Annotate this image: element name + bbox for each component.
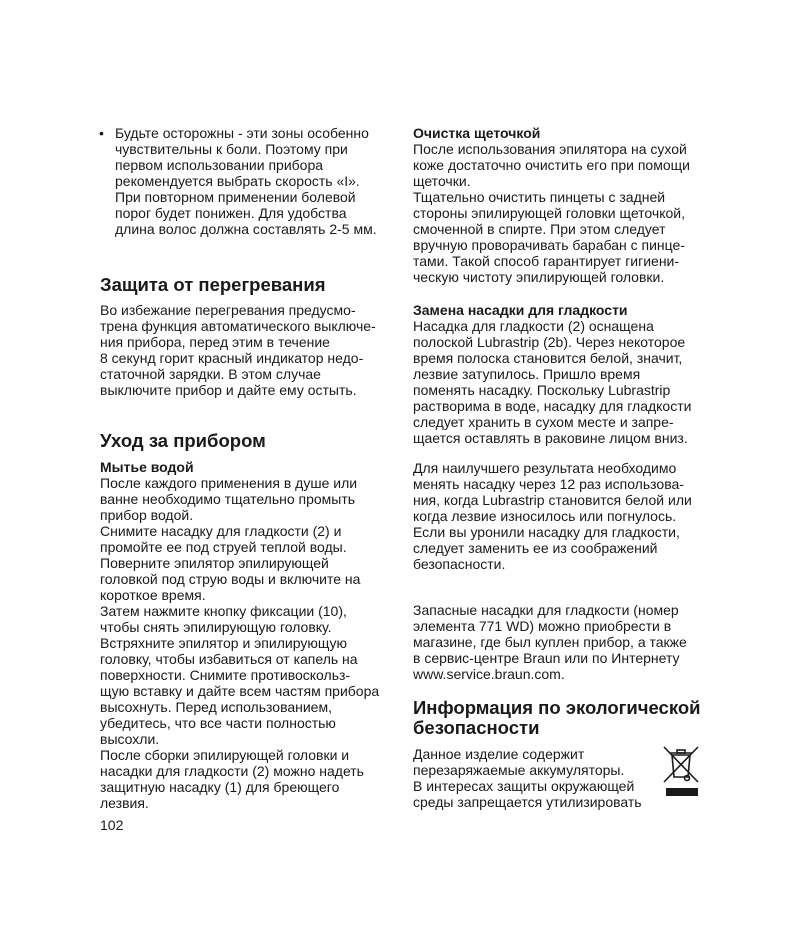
- text-line: элемента 771 WD) можно приобрести в: [413, 618, 672, 634]
- text-line: следует хранить в сухом месте и запре-: [413, 414, 674, 430]
- text-line: лезвия.: [100, 795, 149, 811]
- text-line: растворима в воде, насадку для гладкости: [413, 398, 692, 414]
- text-line: Поверните эпилятор эпилирующей: [100, 555, 329, 571]
- text-line: головкой под струю воды и включите на: [100, 571, 361, 587]
- text-line: Встряхните эпилятор и эпилирующую: [100, 635, 348, 651]
- overheat-heading: Защита от перегревания: [100, 274, 326, 295]
- text-line: длина волос должна составлять 2-5 мм.: [115, 221, 377, 237]
- text-line: статочной зарядки. В этом случае: [100, 366, 321, 382]
- text-line: трена функция автоматического выключе-: [100, 318, 376, 334]
- text-line: следует заменить ее из соображений: [413, 540, 658, 556]
- text-line: www.service.braun.com.: [413, 666, 565, 682]
- wash-subheading: Мытье водой: [100, 459, 194, 475]
- replace-subheading: Замена насадки для гладкости: [413, 302, 628, 318]
- eco-paragraph: [413, 746, 642, 810]
- text-line: безопасности.: [413, 556, 506, 572]
- page-number: 102: [100, 817, 124, 833]
- text-line: Тщательно очистить пинцеты с задней: [413, 189, 666, 205]
- text-line: Во избежание перегревания предусмо-: [100, 302, 356, 318]
- text-line: безопасности: [413, 716, 540, 738]
- spare-parts-paragraph: [413, 602, 687, 682]
- text-line: После использования эпилятора на сухой: [413, 141, 687, 157]
- text-line: менять насадку через 12 раз использова-: [413, 476, 684, 492]
- text-line: магазине, где был куплен прибор, а также: [413, 634, 687, 650]
- text-line: щеточки.: [413, 173, 471, 189]
- text-line: щается оставлять в раковине лицом вниз.: [413, 430, 688, 446]
- text-line: тами. Такой способ гарантирует гигиени-: [413, 253, 680, 269]
- wash-paragraph: [100, 475, 379, 811]
- text-line: выключите прибор и дайте ему остыть.: [100, 382, 357, 398]
- text-line: среды запрещается утилизировать: [413, 794, 642, 810]
- crossed-out-wheelie-bin-icon: [662, 744, 702, 800]
- text-line: промойте ее под струей теплой воды.: [100, 539, 347, 555]
- text-line: полоской Lubrastrip (2b). Через некоторое: [413, 334, 686, 350]
- text-line: когда лезвие износилось или погнулось.: [413, 508, 677, 524]
- text-line: короткое время.: [100, 587, 206, 603]
- text-line: вручную проворачивать барабан с пинце-: [413, 237, 685, 253]
- care-heading: Уход за прибором: [100, 430, 266, 451]
- best-result-paragraph: [413, 460, 692, 572]
- text-line: ния прибора, перед этим в течение: [100, 334, 330, 350]
- text-line: Информация по экологической: [413, 697, 701, 718]
- text-line: Данное изделие содержит: [413, 746, 585, 762]
- replace-paragraph: [413, 318, 691, 446]
- text-line: коже достаточно очистить его при помощи: [413, 157, 690, 173]
- text-line: смоченной в спирте. При этом следует: [413, 221, 666, 237]
- text-line: лезвие затупилось. Пришло время: [413, 366, 641, 382]
- text-line: чтобы снять эпилирующую головку.: [100, 619, 332, 635]
- text-line: В интересах защиты окружающей: [413, 778, 635, 794]
- text-line: При повторном применении болевой: [115, 189, 356, 205]
- text-line: убедитесь, что все части полностью: [100, 715, 336, 731]
- brush-subheading: Очистка щеточкой: [413, 125, 541, 141]
- text-line: защитную насадку (1) для бреющего: [100, 779, 340, 795]
- text-line: время полоска становится белой, значит,: [413, 350, 683, 366]
- text-line: насадки для гладкости (2) можно надеть: [100, 763, 364, 779]
- text-line: Если вы уронили насадку для гладкости,: [413, 524, 680, 540]
- text-line: чувствительны к боли. Поэтому при: [115, 141, 348, 157]
- text-line: щую вставку и дайте всем частям прибора: [100, 683, 380, 699]
- text-line: первом использовании прибора: [115, 157, 324, 173]
- bullet-paragraph: [99, 125, 377, 237]
- text-line: поверхности. Снимите противоскольз-: [100, 667, 351, 683]
- text-line: ния, когда Lubrastrip становится белой или: [413, 492, 692, 508]
- text-line: Для наилучшего результата необходимо: [413, 460, 677, 476]
- text-line: 8 секунд горит красный индикатор недо-: [100, 350, 364, 366]
- eco-heading: [413, 698, 701, 737]
- text-line: После сборки эпилирующей головки и: [100, 747, 350, 763]
- text-line: Запасные насадки для гладкости (номер: [413, 602, 679, 618]
- text-line: в сервис-центре Braun или по Интернету: [413, 650, 680, 666]
- text-line: Насадка для гладкости (2) оснащена: [413, 318, 654, 334]
- text-line: высохнуть. Перед использованием,: [100, 699, 332, 715]
- text-line: стороны эпилирующей головки щеточкой,: [413, 205, 685, 221]
- text-line: После каждого применения в душе или: [100, 475, 358, 491]
- brush-paragraph: [413, 141, 690, 285]
- text-line: перезаряжаемые аккумуляторы.: [413, 762, 625, 778]
- text-line: поменять насадку. Поскольку Lubrastrip: [413, 382, 671, 398]
- text-line: Будьте осторожны - эти зоны особенно: [115, 125, 369, 141]
- text-line: рекомендуется выбрать скорость «I».: [115, 173, 360, 189]
- bullet-icon: •: [99, 125, 104, 141]
- text-line: ческую чистоту эпилирующей головки.: [413, 269, 665, 285]
- text-line: Затем нажмите кнопку фиксации (10),: [100, 603, 347, 619]
- text-line: головку, чтобы избавиться от капель на: [100, 651, 358, 667]
- text-line: порог будет понижен. Для удобства: [115, 205, 347, 221]
- overheat-paragraph: [100, 302, 376, 398]
- text-line: высохли.: [100, 731, 160, 747]
- text-line: прибор водой.: [100, 507, 194, 523]
- text-line: Снимите насадку для гладкости (2) и: [100, 523, 342, 539]
- text-line: ванне необходимо тщательно промыть: [100, 491, 356, 507]
